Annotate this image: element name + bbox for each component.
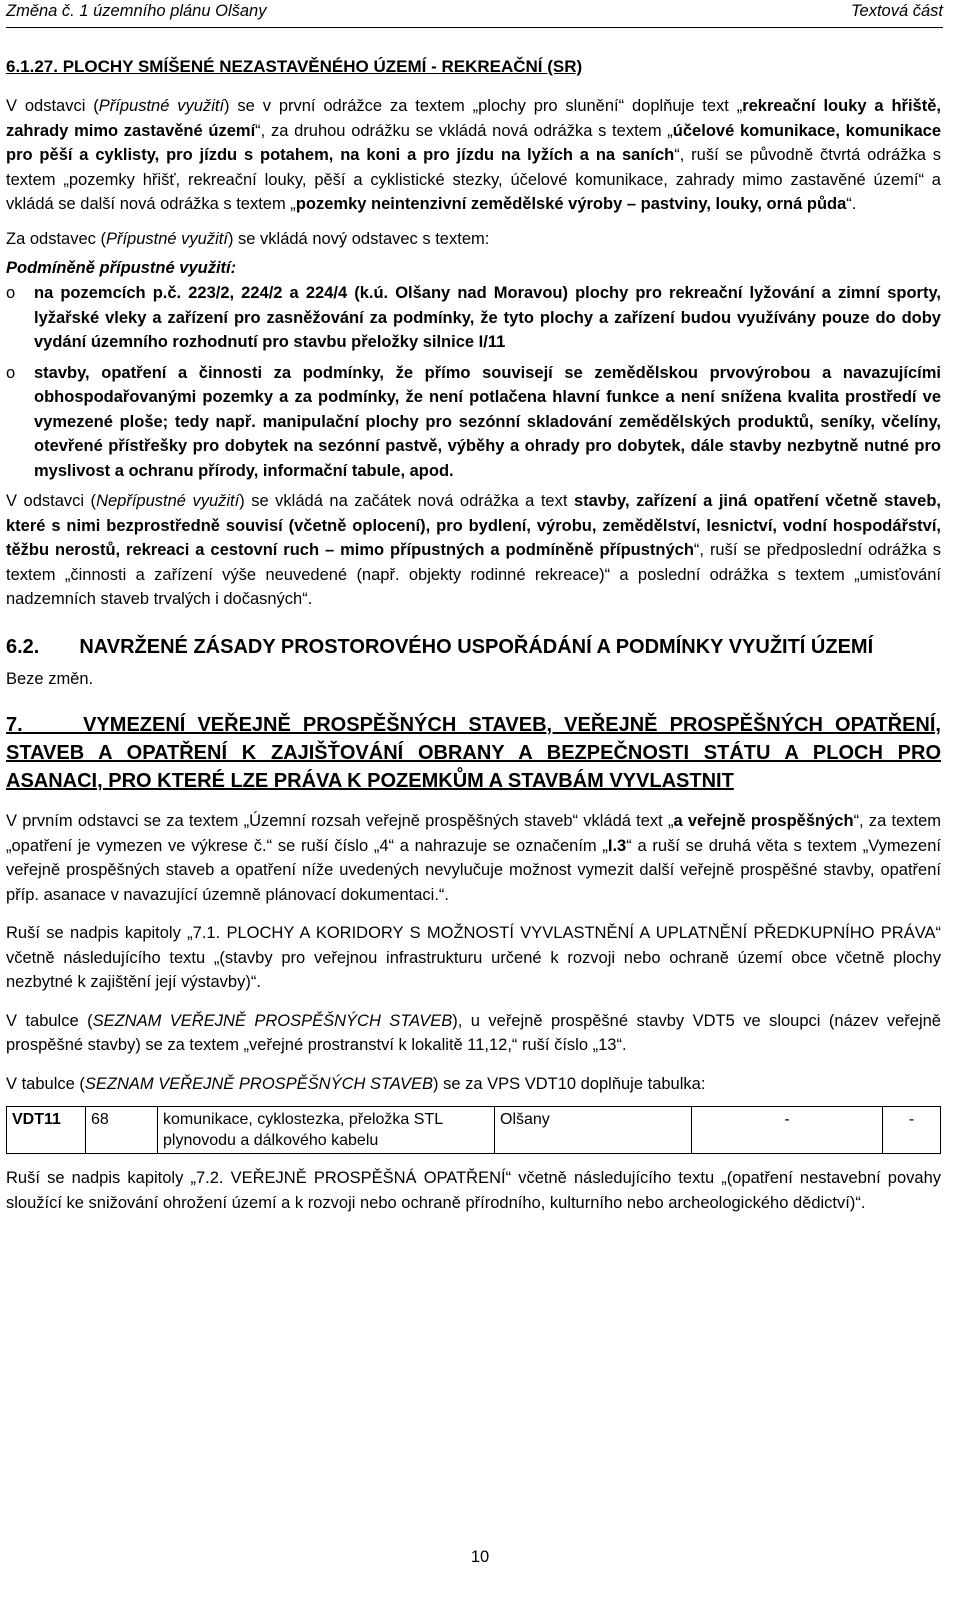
document-body: [6, 56, 941, 1215]
text-run: “, ruší se původně čtvrtá odrážka s textem „pozemky hřišť, rekreační louky, pěší a cyklistické stezky, účelové komunikace, zahrady mimo zastavěné území“ a vkládá se další nová odrážka s textem „: [6, 146, 941, 213]
section-6-1-27-paragraph-1: [6, 94, 941, 217]
italic-run: Přípustné využití: [105, 229, 228, 248]
text-run: ) se za VPS VDT10 doplňuje tabulka:: [433, 1074, 706, 1093]
header-section-label: Textová část: [850, 2, 943, 20]
table-cell-number: 68: [86, 1107, 158, 1154]
table-cell-col6: -: [883, 1107, 941, 1154]
text-run: “, za druhou odrážku se vkládá nová odrážka s textem „: [255, 121, 673, 140]
text-run: ) se vkládá na začátek nová odrážka a text: [239, 492, 574, 510]
bold-run: účelové komunikace, komunikace pro pěší a cyklisty, pro jízdu s potahem, na koni a pro jízdu na lyžích a na saních: [6, 121, 942, 164]
page-header: [6, 2, 943, 24]
section-7-paragraph-5: Ruší se nadpis kapitoly „7.2. VEŘEJNĚ PROSPĚŠNÁ OPATŘENÍ“ včetně následujícího textu „(opatření nestavební povahy sloužící ke snižování ohrožení území a k rozvoji nebo ochraně přírodního, kulturního nebo archeologického dědictví)“.: [6, 1169, 941, 1212]
bullet-circle-icon: o: [6, 284, 16, 302]
section-7-paragraph-3: [6, 1009, 941, 1058]
vps-table: [6, 1106, 941, 1154]
table-cell-location: Olšany: [495, 1107, 692, 1154]
section-6-1-27-heading: 6.1.27. PLOCHY SMÍŠENÉ NEZASTAVĚNÉHO ÚZEMÍ - REKREAČNÍ (SR): [6, 57, 583, 76]
section-6-2-text: Beze změn.: [6, 669, 94, 688]
text-run: V tabulce (: [6, 1011, 93, 1030]
text-run: V odstavci (: [6, 97, 99, 115]
table-cell-description: komunikace, cyklostezka, přeložka STL plynovodu a dálkového kabelu: [158, 1107, 495, 1154]
list-item-text: na pozemcích p.č. 223/2, 224/2 a 224/4 (k.ú. Olšany nad Moravou) plochy pro rekreační lyžování a zimní sporty, lyžařské vleky a zařízení pro zasněžování za podmínky, že tyto plochy a zařízení budou využívány pouze do doby vydání územního rozhodnutí pro stavbu přeložky silnice I/11: [34, 284, 941, 351]
section-title: VYMEZENÍ VEŘEJNĚ PROSPĚŠNÝCH STAVEB, VEŘEJNĚ PROSPĚŠNÝCH OPATŘENÍ, STAVEB A OPATŘENÍ K ZAJIŠŤOVÁNÍ OBRANY A BEZPEČNOSTI STÁTU A PLOCH PRO ASANACI, PRO KTERÉ LZE PRÁVA K POZEMKŮM A STAVBÁM VYVLASTNIT: [6, 714, 941, 792]
text-run: “ a ruší se druhá věta s textem „Vymezení veřejně prospěšných staveb a opatření níže uvedených nevylučuje možnost vymezit další veřejně prospěšné stavby, opatření příp. asanace v navazující územně plánovací dokumentaci.“.: [6, 836, 941, 904]
text-run: ) se v první odrážce za textem „plochy pro slunění“ doplňuje text „: [224, 97, 743, 115]
section-number: 7.: [6, 714, 23, 736]
section-7-paragraph-1: [6, 809, 941, 907]
italic-run: Nepřípustné využití: [96, 492, 240, 510]
section-7-heading: [6, 711, 941, 795]
header-divider: [6, 27, 943, 28]
text-run: “, za textem „opatření je vymezen ve výkrese č.“ se ruší číslo „4“ a nahrazuje se označením „: [6, 812, 941, 855]
table-row: [7, 1107, 941, 1154]
table-cell-col5: -: [692, 1107, 883, 1154]
text-run: ) se vkládá nový odstavec s textem:: [227, 229, 490, 248]
bold-run: pozemky neintenzivní zemědělské výroby – pastviny, louky, orná půda: [295, 195, 847, 213]
italic-run: SEZNAM VEŘEJNĚ PROSPĚŠNÝCH STAVEB: [92, 1011, 453, 1030]
text-run: “, ruší se předposlední odrážka s textem „činnosti a zařízení výše neuvedené (např. objekty rodinné rekreace)“ a poslední odrážka s textem „umisťování nadzemních staveb trvalých i dočasných“.: [6, 541, 941, 608]
text-run: Za odstavec (: [6, 229, 106, 248]
text-run: V odstavci (: [6, 492, 97, 510]
table-cell-code: VDT11: [7, 1107, 86, 1154]
bold-run: a veřejně prospěšných: [673, 812, 854, 830]
list-item: [6, 361, 941, 484]
list-item-text: stavby, opatření a činnosti za podmínky, že přímo souvisejí se zemědělskou prvovýrobou a navazujícími obhospodařovanými pozemky a za podmínky, že není potlačena hlavní funkce a není snížena kvalita prostředí ve vymezené ploše; tedy např. manipulační plochy pro sezónní skladování zemědělských produktů, seníky, včelíny, otevřené přístřešky pro dobytek na sezónní pastvě, výběhy a ohrady pro dobytek, dále stavby nezbytně nutné pro myslivost a ochranu přírody, informační tabule, apod.: [34, 363, 941, 480]
section-6-2-heading: [6, 634, 941, 661]
conditional-use-list: [6, 281, 941, 483]
bold-run: rekreační louky a hřiště, zahrady mimo zastavěné území: [6, 97, 941, 140]
text-run: V prvním odstavci se za textem „Územní rozsah veřejně prospěšných staveb“ vkládá text „: [6, 812, 674, 830]
bold-run: stavby, zařízení a jiná opatření včetně staveb, které s nimi bezprostředně souvisí (včetně oplocení), pro bydlení, výrobu, zemědělství, lesnictví, vodní hospodářství, těžbu nerostů, rekreaci a cestovní ruch – mimo přípustných a podmíněně přípustných: [6, 492, 942, 559]
text-run: V tabulce (: [6, 1074, 85, 1093]
section-number: 6.2.: [6, 635, 40, 658]
section-title: NAVRŽENÉ ZÁSADY PROSTOROVÉHO USPOŘÁDÁNÍ A PODMÍNKY VYUŽITÍ ÚZEMÍ: [79, 635, 874, 658]
text-run: “.: [846, 195, 857, 213]
section-7-paragraph-4: [6, 1072, 941, 1097]
conditional-use-subheading: Podmíněně přípustné využití:: [6, 259, 237, 277]
header-document-title: Změna č. 1 územního plánu Olšany: [6, 2, 267, 20]
italic-run: SEZNAM VEŘEJNĚ PROSPĚŠNÝCH STAVEB: [84, 1074, 433, 1093]
italic-run: Přípustné využití: [98, 97, 225, 115]
bold-run: I.3: [607, 836, 627, 855]
section-6-1-27-paragraph-3: [6, 489, 941, 612]
bullet-circle-icon: o: [6, 363, 16, 382]
section-7-paragraph-2: Ruší se nadpis kapitoly „7.1. PLOCHY A KORIDORY S MOŽNOSTÍ VYVLASTNĚNÍ A UPLATNĚNÍ PŘEDKUPNÍHO PRÁVA“ včetně následujícího textu „(stavby pro veřejnou infrastrukturu určené k rozvoji nebo ochraně území obce včetně plochy nezbytné k zajištění její výstavby)“.: [6, 924, 941, 991]
text-run: ), u veřejně prospěšné stavby VDT5 ve sloupci (název veřejně prospěšné stavby) se za textem „veřejné prostranství k lokalitě 11,12,“ ruší číslo „13“.: [6, 1011, 941, 1054]
page-number: 10: [470, 1548, 490, 1566]
list-item: [6, 281, 941, 355]
section-6-1-27-paragraph-2: [6, 227, 941, 252]
